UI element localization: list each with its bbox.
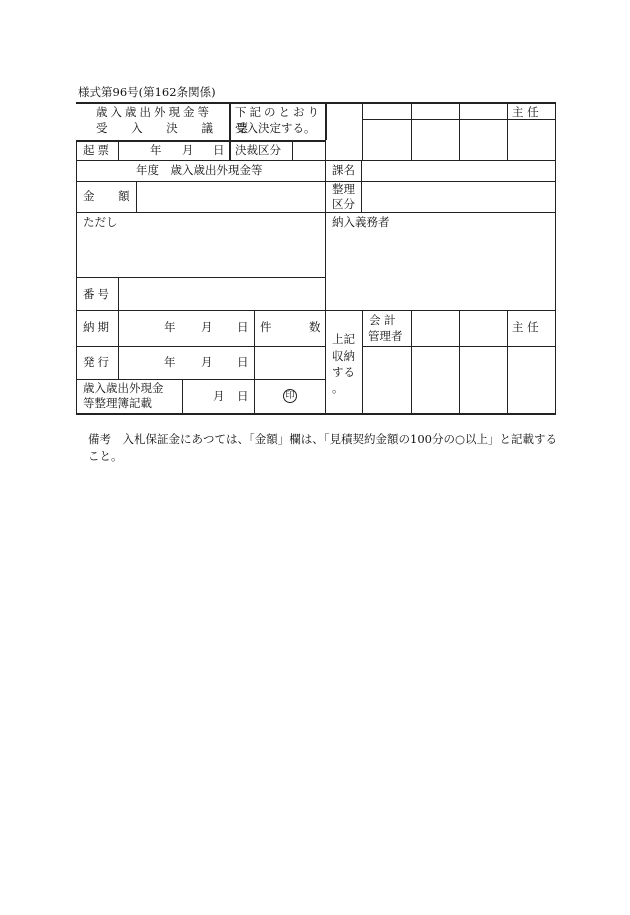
right-row-line-4	[326, 310, 556, 311]
seiri-label: 整理	[332, 182, 355, 196]
form-title: 様式第96号(第162条関係)	[78, 85, 216, 99]
header-box-right	[325, 102, 327, 140]
bottom-label-line1: 歳入歳出外現金	[83, 381, 164, 395]
left-row-line-4	[76, 310, 326, 311]
table-border-right	[555, 102, 556, 414]
header-left-line2: 受 入 決 議 票	[96, 121, 259, 135]
shunin-bottom-label: 主 任	[512, 320, 539, 334]
note-block	[88, 431, 568, 465]
grid-bot-v2	[411, 310, 412, 414]
shunin-top-label: 主 任	[512, 105, 539, 119]
kubun-label: 区分	[332, 197, 355, 211]
ken-divider	[254, 310, 255, 379]
left-row-line-2	[76, 212, 326, 213]
left-row-line-3	[76, 277, 326, 278]
grid-top-v3	[459, 102, 460, 160]
tadashi-label: ただし	[83, 215, 118, 229]
joki-label: 上記	[332, 332, 355, 346]
grid-bot-v1	[362, 310, 363, 414]
bango-label: 番号	[83, 287, 112, 301]
bottom-divider-1	[182, 379, 183, 414]
hakko-label: 発行	[83, 355, 112, 369]
kingaku-label: 金 額	[83, 189, 140, 203]
bottom-day: 日	[237, 389, 249, 403]
kamei-label: 課名	[332, 163, 355, 177]
kihyo-year: 年	[150, 143, 162, 157]
suru-label: する	[332, 365, 355, 379]
kamei-divider	[361, 160, 362, 212]
note-text: 入札保証金にあつては、「金額」欄は、「見積契約金額の100分の○以上」と記載すること。	[88, 432, 557, 463]
header-left-line1: 歳入歳出外現金等	[96, 105, 212, 119]
kaikei-label: 会 計	[369, 313, 396, 327]
noki-label: 納期	[83, 320, 112, 334]
grid-bot-v3	[459, 310, 460, 414]
bottom-label-line2: 等整理簿記載	[83, 396, 152, 410]
kihyo-row-bottom	[76, 160, 326, 161]
kihyo-label: 起票	[83, 143, 112, 157]
header-mid-line1: 下記のとおり	[235, 105, 322, 119]
bottom-month: 月	[213, 389, 225, 403]
hakko-day: 日	[237, 355, 249, 369]
grid-top-h1	[362, 119, 556, 120]
ken-label: 件	[260, 320, 272, 334]
hakko-month: 月	[201, 355, 213, 369]
left-row-line-5	[76, 346, 326, 347]
note-label: 備考	[88, 432, 111, 446]
kessai-kubun-label: 決裁区分	[235, 143, 281, 157]
left-row-line-1	[76, 181, 326, 182]
right-row-line-3	[326, 212, 556, 213]
grid-bot-v4	[507, 310, 508, 414]
kihyo-day: 日	[213, 143, 225, 157]
grid-top-v2	[411, 102, 412, 160]
kihyo-divider	[118, 140, 119, 160]
label-col-divider	[118, 277, 119, 379]
header-box-bottom	[76, 140, 326, 142]
header-mid-line2: 受入決定する。	[235, 121, 316, 135]
noki-month: 月	[201, 320, 213, 334]
maru-label: 。	[332, 381, 344, 395]
seal-mark-icon: 印	[283, 389, 297, 403]
nonyu-gimusha-label: 納入義務者	[332, 215, 390, 229]
kanrisha-label: 管理者	[368, 329, 403, 343]
noki-year: 年	[164, 320, 176, 334]
shuno-label: 収納	[332, 349, 355, 363]
table-border-top	[76, 102, 556, 104]
grid-top-v1	[362, 102, 363, 160]
table-border-bottom	[76, 413, 556, 415]
left-row-line-6	[76, 379, 326, 380]
hakko-year: 年	[164, 355, 176, 369]
su-label: 数	[309, 320, 321, 334]
noki-day: 日	[237, 320, 249, 334]
kessai-divider	[292, 140, 293, 160]
nendo-label: 年度 歳入歳出外現金等	[136, 163, 263, 177]
kihyo-month: 月	[182, 143, 194, 157]
bottom-divider-2	[254, 379, 255, 414]
grid-top-v4	[507, 102, 508, 160]
